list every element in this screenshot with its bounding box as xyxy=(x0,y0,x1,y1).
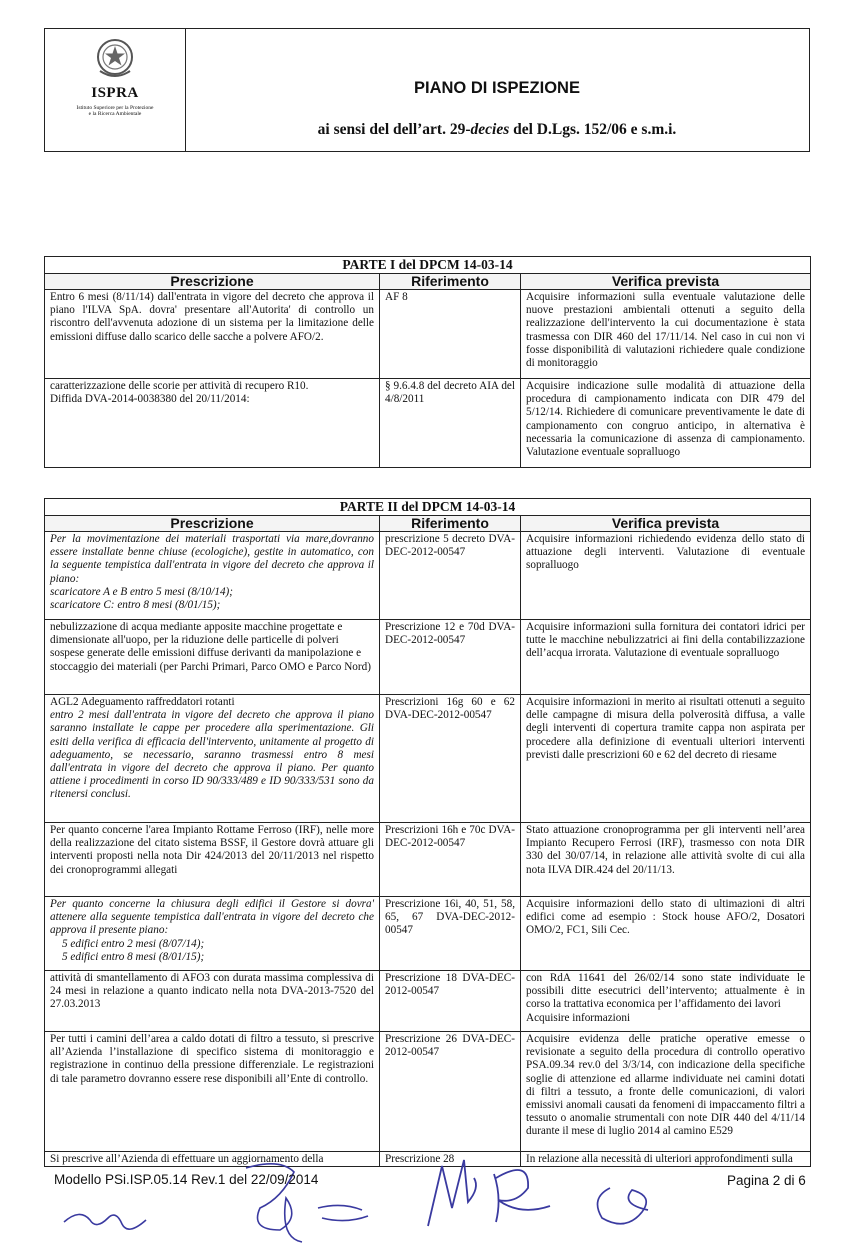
cell-verifica: Acquisire informazioni in merito ai risultati ottenuti a seguito delle campagne di misura della polverosità diffusa, a valle degli interventi di copertura tramite cappa non aspirata per procedere alla definizione di eventuali ulteriori interventi previsti dalle prescrizioni 60 e 62 del decreto di riesame xyxy=(521,695,811,823)
signature-1 xyxy=(64,1214,146,1229)
signature-5 xyxy=(494,1170,550,1222)
cell-verifica: Acquisire informazioni dello stato di ultimazioni di altri edifici come ad esempio : Stock house AFO/2, Dosatori OMO/2, FC1, Sili Cec. xyxy=(521,897,811,971)
prescrizione-line: AGL2 Adeguamento raffreddatori rotanti xyxy=(50,696,235,708)
cell-verifica: Acquisire indicazione sulle modalità di attuazione della procedura di campionamento indicata con DIR 479 del 5/12/14. Richiedere di comunicare preventivamente le date di campionamento con congruo anticipo, in alternativa è necessaria la comunicazione di assenza di campionamento. Valutazione eventuale sopralluogo xyxy=(521,379,811,468)
cell-riferimento: prescrizione 5 decreto DVA-DEC-2012-00547 xyxy=(380,532,521,620)
cell-verifica: In relazione alla necessità di ulteriori approfondimenti sulla xyxy=(521,1152,811,1167)
prescrizione-line: Per quanto concerne la chiusura degli edifici il Gestore si dovra' attenere alla seguente tempistica dall'entrata in vigore del decreto che approva il presente piano: xyxy=(50,898,374,937)
italian-republic-emblem-icon xyxy=(94,35,136,81)
table-row xyxy=(45,532,811,620)
prescrizione-line: scaricatore C: entro 8 mesi (8/01/15); xyxy=(50,599,221,612)
cell-prescrizione: Si prescrive all’Azienda di effettuare un aggiornamento della xyxy=(45,1152,380,1167)
prescrizione-line: caratterizzazione delle scorie per attività di recupero R10. xyxy=(50,380,309,392)
document-subtitle xyxy=(185,121,809,139)
footer-page-number: Pagina 2 di 6 xyxy=(727,1173,806,1188)
cell-prescrizione xyxy=(45,897,380,971)
subtitle-pre: ai sensi del dell’art. 29- xyxy=(317,121,471,138)
document-title: PIANO DI ISPEZIONE xyxy=(414,79,580,97)
table-row xyxy=(45,695,811,823)
signature-3 xyxy=(318,1205,368,1220)
signature-4 xyxy=(428,1160,476,1226)
cell-riferimento: Prescrizione 16i, 40, 51, 58, 65, 67 DVA-DEC-2012-00547 xyxy=(380,897,521,971)
cell-verifica xyxy=(521,971,811,1032)
cell-verifica: Acquisire informazioni sulla eventuale valutazione delle nuove prestazioni ambientali ottenuti a seguito della realizzazione dell'intervento la cui documentazione è stata trasmessa con DIR 460 del 17/11/14. Nel caso in cui non vi fosse disponibilità di valutazioni richiedere quale condizione di monitoraggio xyxy=(521,290,811,379)
table-row xyxy=(45,379,811,468)
column-header-riferimento: Riferimento xyxy=(380,274,521,290)
cell-riferimento: Prescrizioni 16g 60 e 62 DVA-DEC-2012-00547 xyxy=(380,695,521,823)
prescrizione-line: entro 2 mesi dall'entrata in vigore del decreto che approva il piano saranno installate le cappe per procedere alla sperimentazione. Gli esiti della verifica di efficacia dell'intervento, unitamente al progetto di adeguamento, se necessario, saranno trasmessi entro 8 mesi dall'entrata in vigore del decreto che approva il piano. Per quanto attiene i procedimenti in corso ID 90/333/489 e ID 90/333/531 sono da ritenersi conclusi. xyxy=(50,709,374,801)
verifica-line: Acquisire informazioni xyxy=(526,1011,631,1024)
verifica-line: con RdA 11641 del 26/02/14 sono state individuate le possibili ditte esecutrici dell’intervento; attualmente è in corso la trattativa economica per l’affidamento dei lavori xyxy=(526,972,806,1011)
cell-riferimento: Prescrizione 12 e 70d DVA-DEC-2012-00547 xyxy=(380,620,521,695)
part2-title: PARTE II del DPCM 14-03-14 xyxy=(45,499,811,516)
cell-riferimento: Prescrizione 18 DVA-DEC-2012-00547 xyxy=(380,971,521,1032)
subtitle-italic: decies xyxy=(470,121,510,138)
table-row xyxy=(45,971,811,1032)
cell-verifica: Acquisire informazioni sulla fornitura dei contatori idrici per tutte le macchine nebulizzatrici ai fini della contabilizzazione dell’acqua irrorata. Valutazione di eventuale sopralluogo xyxy=(521,620,811,695)
logo-subtitle-line1: Istituto Superiore per la Protezione xyxy=(76,105,154,111)
part1-header-row xyxy=(45,274,811,290)
logo-subtitle-line2: e la Ricerca Ambientale xyxy=(88,111,142,117)
cell-prescrizione: attività di smantellamento di AFO3 con durata massima complessiva di 24 mesi in relazione a quanto indicato nella nota DVA-2013-7520 del 27.03.2013 xyxy=(45,971,380,1032)
cell-riferimento: AF 8 xyxy=(380,290,521,379)
document-header xyxy=(44,28,810,152)
subtitle-post: del D.Lgs. 152/06 e s.m.i. xyxy=(509,121,677,138)
signature-6 xyxy=(598,1188,649,1224)
prescrizione-line: Diffida DVA-2014-0038380 del 20/11/2014: xyxy=(50,393,250,406)
table-row xyxy=(45,897,811,971)
part2-title-row xyxy=(45,499,811,516)
column-header-prescrizione: Prescrizione xyxy=(45,274,380,290)
column-header-prescrizione: Prescrizione xyxy=(45,516,380,532)
part1-table xyxy=(44,256,811,468)
logo-name: ISPRA xyxy=(91,85,139,101)
column-header-verifica: Verifica prevista xyxy=(521,516,811,532)
ispra-logo xyxy=(45,29,186,151)
column-header-riferimento: Riferimento xyxy=(380,516,521,532)
prescrizione-line: Per la movimentazione dei materiali trasportati via mare,dovranno essere installate benne chiuse (ecologiche), gestite in automatico, con la seguente tempistica dall'entrata in vigore del decreto che approva il piano: xyxy=(50,533,374,585)
prescrizione-line: scaricatore A e B entro 5 mesi (8/10/14); xyxy=(50,585,234,598)
cell-riferimento: Prescrizione 28 xyxy=(380,1152,521,1167)
cell-prescrizione: Per quanto concerne l'area Impianto Rottame Ferroso (IRF), nelle more della realizzazione del citato sistema BSSF, il Gestore dovrà attuare gli interventi proposti nella nota Dir 424/2013 del 20/11/2013 nel rispetto dei cronoprogrammi allegati xyxy=(45,823,380,897)
cell-riferimento: Prescrizioni 16h e 70c DVA-DEC-2012-00547 xyxy=(380,823,521,897)
part1-title: PARTE I del DPCM 14-03-14 xyxy=(45,257,811,274)
cell-riferimento: Prescrizione 26 DVA-DEC-2012-00547 xyxy=(380,1032,521,1152)
handwritten-signatures xyxy=(50,1138,830,1248)
footer-model-reference: Modello PSi.ISP.05.14 Rev.1 del 22/09/2014 xyxy=(54,1172,319,1187)
table-row xyxy=(45,1032,811,1152)
cell-riferimento: § 9.6.4.8 del decreto AIA del 4/8/2011 xyxy=(380,379,521,468)
cell-prescrizione: nebulizzazione di acqua mediante apposite macchine progettate e dimensionate all'uopo, per la riduzione delle particelle di polveri sospese generate delle emissioni diffuse derivanti da manipolazione e stoccaggio dei materiali (per Parchi Primari, Parco OMO e Parco Nord) xyxy=(45,620,380,695)
cell-prescrizione: Per tutti i camini dell’area a caldo dotati di filtro a tessuto, si prescrive all’Azienda l’installazione di specifico sistema di monitoraggio e registrazione in continuo della pressione differenziale. Le registrazioni di tale parametro dovranno essere rese disponibili all’Ente di controllo. xyxy=(45,1032,380,1152)
cell-verifica: Acquisire evidenza delle pratiche operative emesse o revisionate a seguito della procedura di controllo operativo PSA.09.34 rev.0 del 3/3/14, con indicazione della specifiche soglie di attenzione ed allarme individuate nei camini dotati di filtri a tessuto, a fronte delle comunicazioni, di valori emissivi anomali causati da fenomeni di impaccamento filtri a tessuto o anomalie strumentali con note DIR 440 del 4/11/14 durante il mese di luglio 2014 al camino E529 xyxy=(521,1032,811,1152)
table-row xyxy=(45,620,811,695)
table-row xyxy=(45,823,811,897)
part2-table xyxy=(44,498,811,1167)
cell-prescrizione xyxy=(45,695,380,823)
part2-header-row xyxy=(45,516,811,532)
column-header-verifica: Verifica prevista xyxy=(521,274,811,290)
cell-verifica: Stato attuazione cronoprogramma per gli interventi nell’area Impianto Recupero Ferrosi (IRF), trasmesso con nota DIR 330 del 30/07/14, in relazione alle attività svolte di cui alla nota ILVA DIR.424 del 20/11/13. xyxy=(521,823,811,897)
cell-prescrizione: Entro 6 mesi (8/11/14) dall'entrata in vigore del decreto che approva il piano l'ILVA SpA. dovra' presentare all'Autorita' di controllo un riscontro dell'avvenuta adozione di un sistema per la limitazione delle emissioni diffuse dallo scarico delle sacche a polvere AFO/2. xyxy=(45,290,380,379)
part1-title-row xyxy=(45,257,811,274)
prescrizione-line: 5 edifici entro 8 mesi (8/01/15); xyxy=(62,950,205,963)
table-row xyxy=(45,290,811,379)
prescrizione-line: 5 edifici entro 2 mesi (8/07/14); xyxy=(62,937,205,950)
cell-prescrizione xyxy=(45,379,380,468)
cell-prescrizione xyxy=(45,532,380,620)
cell-verifica: Acquisire informazioni richiedendo evidenza dello stato di attuazione degli interventi. Valutazione di eventuale sopralluogo xyxy=(521,532,811,620)
